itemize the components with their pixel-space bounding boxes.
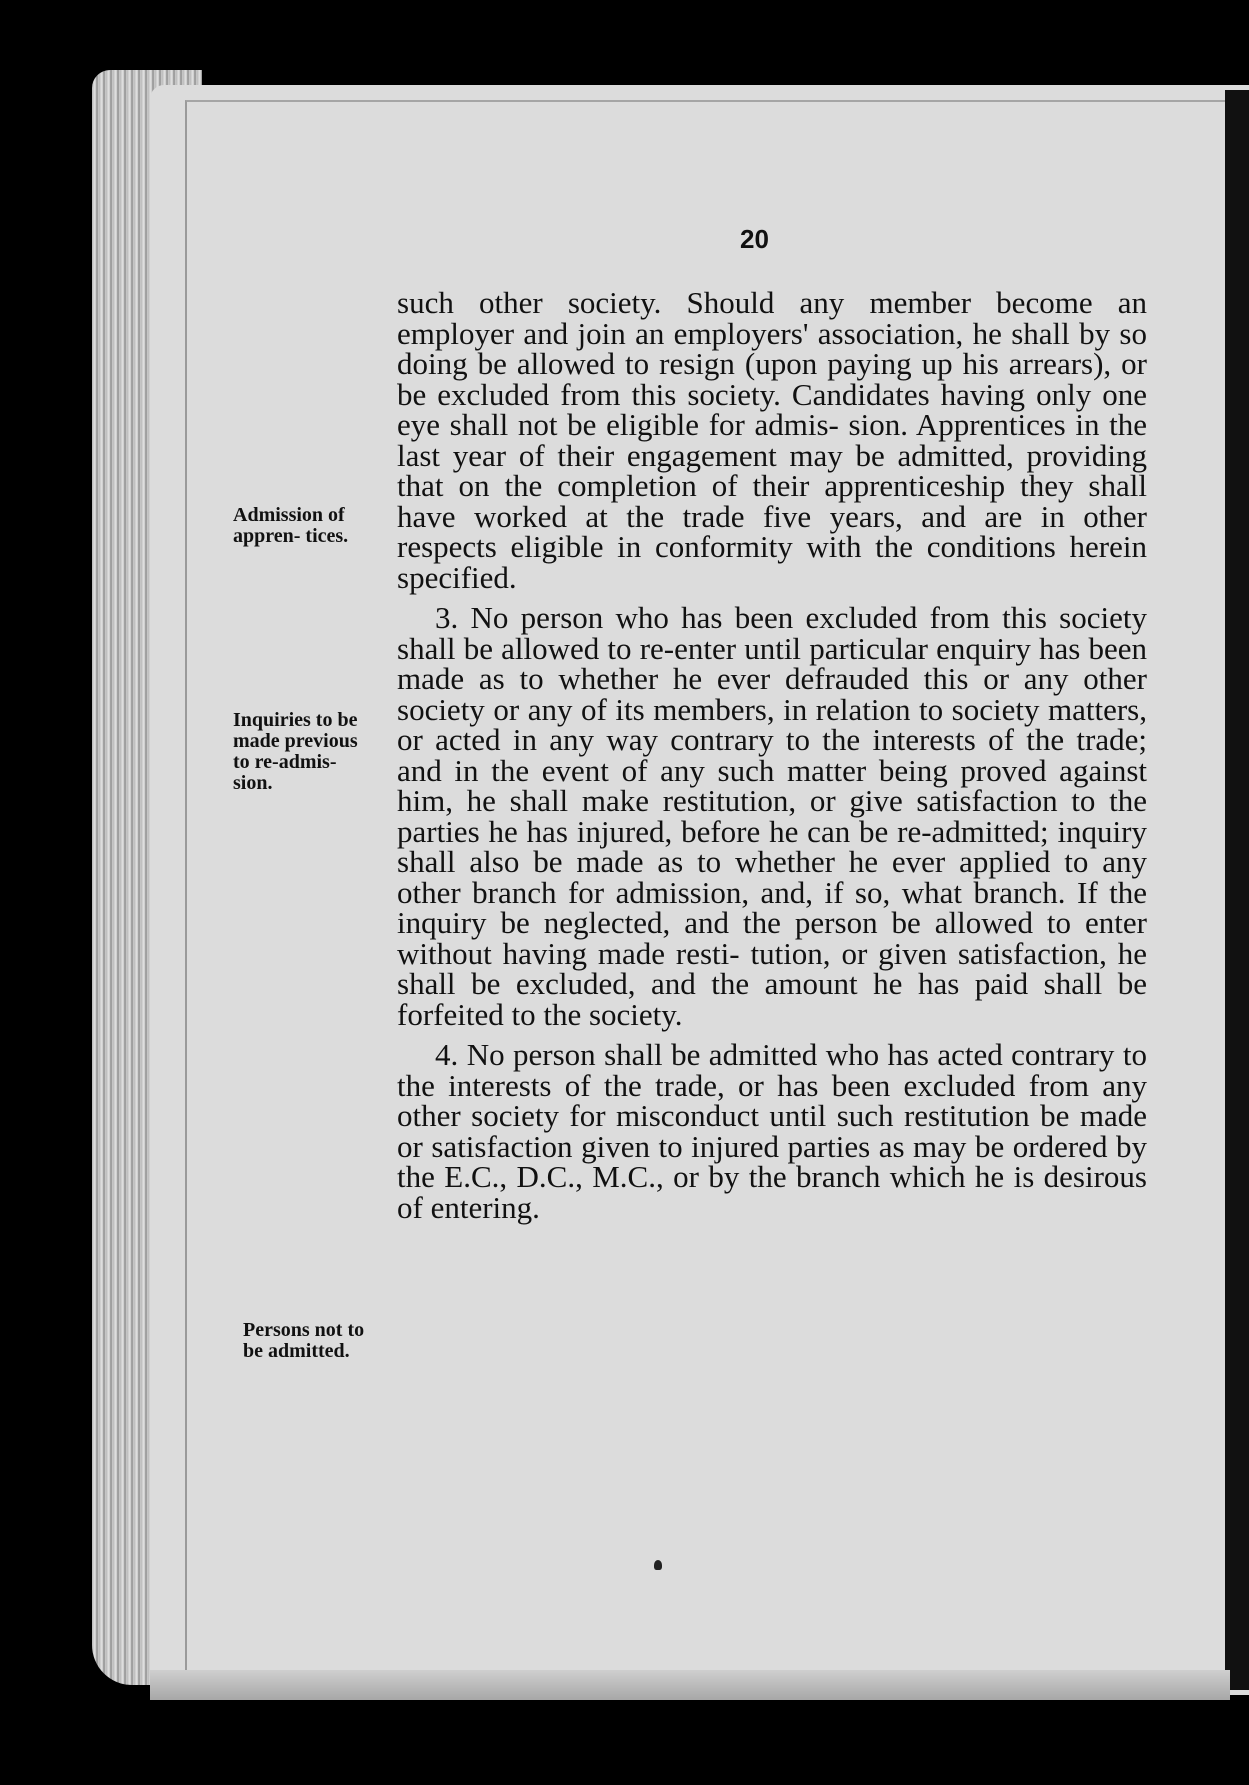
paragraph: such other society. Should any member become an employer and join an employers' association, he shall by so doing be allowed to resign (upon paying up his arrears), or be excluded from this society. Candidates having only one eye shall not be eligible for admis- sion. Apprentices in the last year of their engagement may be admitted, providing that on the completion of their apprenticeship they shall have worked at the trade five years, and are in other respects eligible in conformity with the conditions herein specified.	[397, 285, 1147, 595]
paragraph: 4. No person shall be admitted who has acted contrary to the interests of the trade, or has been excluded from any other society for misconduct until such restitution be made or satisfaction given to injured parties as may be ordered by the E.C., D.C., M.C., or by the branch which he is desirous of entering.	[397, 1037, 1147, 1225]
sidenote-admission: Admission of appren- tices.	[233, 504, 349, 547]
sidenote-inquiries: Inquiries to be made previous to re-admis- sion.	[233, 709, 358, 794]
page-number: 20	[740, 224, 769, 254]
bottom-edge	[150, 1670, 1230, 1700]
sidenote-persons: Persons not to be admitted.	[243, 1319, 365, 1362]
paragraph: 3. No person who has been excluded from this society shall be allowed to re-enter until particular enquiry has been made as to whether he ever defrauded this or any other society or any of its members, in relation to society matters, or acted in any way contrary to the interests of the trade; and in the event of any such matter being proved against him, he shall make restitution, or give satisfaction to the parties he has injured, before he can be re-admitted; inquiry shall also be made as to whether he ever applied to any other branch for admission, and, if so, what branch. If the inquiry be neglected, and the person be allowed to enter without having made resti- tution, or given satisfaction, he shall be excluded, and the amount he has paid shall be forfeited to the society.	[397, 600, 1147, 1032]
body-text	[397, 285, 1147, 1225]
right-shadow	[1225, 90, 1249, 1690]
ink-mark	[654, 1560, 662, 1570]
